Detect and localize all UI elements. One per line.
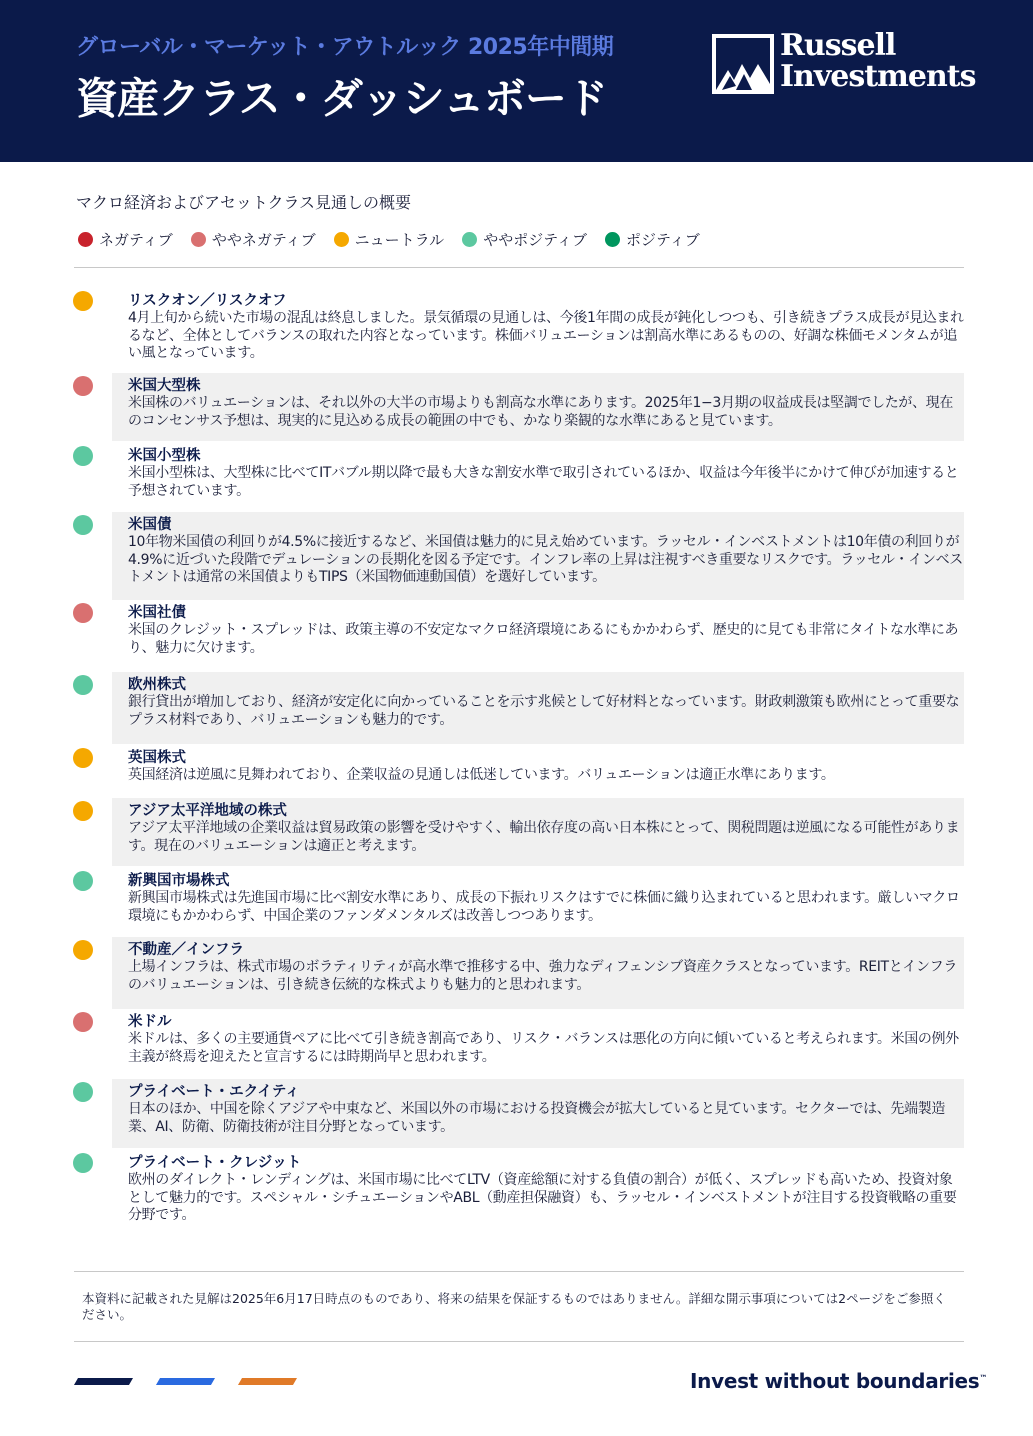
rating-dot-icon (73, 1012, 93, 1032)
logo-text-russell: Russell (780, 28, 896, 63)
logo-mark-icon (712, 34, 774, 94)
asset-class-description: 10年物米国債の利回りが4.5%に接近するなど、米国債は魅力的に見え始めています。ラッセル・インベストメントは10年債の利回りが4.9%に近づいた段階でデュレーションの長期化を図る予定です。インフレ率の上昇は注視すべき重要なリスクです。ラッセル・インベストメントは通常の米国債よりもTIPS（米国物価連動国債）を選好しています。 (128, 534, 963, 585)
legend-dot-icon (334, 232, 349, 247)
legend-label: ややポジティブ (483, 231, 587, 249)
asset-class-panel (112, 443, 964, 506)
asset-class-description: 4月上旬から続いた市場の混乱は終息しました。景気循環の見通しは、今後1年間の成長が鈍化しつつも、引き続きプラス成長が見込まれるなど、全体としてバランスの取れた内容となっています。株価バリュエーションは割高水準にあるものの、好調な株価モメンタムが追い風となっています。 (128, 310, 964, 361)
asset-class-panel (112, 1150, 964, 1236)
asset-class-panel (112, 798, 964, 866)
asset-class-title: 米ドル (128, 1014, 172, 1030)
asset-class-panel (112, 600, 964, 663)
asset-class-description: 上場インフラは、株式市場のボラティリティが高水準で推移する中、強力なディフェンシブ資産クラスとなっています。REITとインフラのバリュエーションは、引き続き伝統的な株式よりも魅力的と思われます。 (128, 959, 957, 993)
asset-class-description: 米ドルは、多くの主要通貨ペアに比べて引き続き割高であり、リスク・バランスは悪化の方向に傾いていると考えられます。米国の例外主義が終焉を迎えたと宣言するには時期尚早と思われます。 (128, 1031, 959, 1065)
divider-footnote-top (74, 1271, 964, 1272)
asset-class-description: アジア太平洋地域の企業収益は貿易政策の影響を受けやすく、輸出依存度の高い日本株にとって、関税問題は逆風になる可能性があります。現在のバリュエーションは適正と考えます。 (128, 820, 960, 854)
russell-investments-logo (712, 28, 976, 96)
asset-class-panel (112, 1079, 964, 1148)
asset-class-description: 米国株のバリュエーションは、それ以外の大半の市場よりも割高な水準にあります。2025年1−3月期の収益成長は堅調でしたが、現在のコンセンサス予想は、現実的に見込める成長の範囲の中でも、かなり楽観的な水準にあると見ています。 (128, 395, 954, 429)
rating-dot-icon (73, 940, 93, 960)
brand-tagline (690, 1369, 987, 1393)
legend-dot-icon (191, 232, 206, 247)
tagline-text: Invest without boundaries (690, 1369, 980, 1393)
divider-top (74, 267, 964, 268)
asset-class-panel (112, 672, 964, 744)
page-title: 資産クラス・ダッシュボード (76, 74, 607, 123)
rating-dot-icon (73, 291, 93, 311)
asset-class-title: アジア太平洋地域の株式 (128, 803, 287, 819)
asset-class-title: プライベート・エクイティ (128, 1084, 300, 1100)
rating-dot-icon (73, 801, 93, 821)
asset-class-description: 米国小型株は、大型株に比べてITバブル期以降で最も大きな割安水準で取引されているほか、収益は今年後半にかけて伸びが加速すると予想されています。 (128, 465, 959, 499)
legend-item-slightly-positive (462, 229, 587, 250)
rating-dot-icon (73, 446, 93, 466)
asset-class-title: 英国株式 (128, 750, 186, 766)
asset-class-title: 米国小型株 (128, 448, 201, 464)
report-subtitle: グローバル・マーケット・アウトルック 2025年中間期 (76, 35, 614, 60)
rating-legend (78, 229, 718, 250)
asset-class-panel (112, 512, 964, 600)
overview-title: マクロ経済およびアセットクラス見通しの概要 (76, 193, 412, 212)
asset-class-description: 英国経済は逆風に見舞われており、企業収益の見通しは低迷しています。バリュエーションは適正水準にあります。 (128, 767, 835, 783)
legend-label: ややネガティブ (211, 231, 316, 249)
rating-dot-icon (73, 1082, 93, 1102)
legend-item-negative (78, 229, 173, 250)
legend-item-slightly-negative (191, 229, 316, 250)
trademark-mark: ™ (979, 1373, 988, 1383)
rating-dot-icon (73, 603, 93, 623)
asset-class-panel (112, 868, 964, 936)
rating-dot-icon (73, 675, 93, 695)
asset-class-title: 新興国市場株式 (128, 873, 230, 889)
asset-class-panel (112, 373, 964, 441)
legend-item-neutral (334, 229, 445, 250)
logo-text-investments: Investments (780, 59, 976, 94)
rating-dot-icon (73, 871, 93, 891)
asset-class-description: 日本のほか、中国を除くアジアや中東など、米国以外の市場における投資機会が拡大していると見ています。セクターでは、先端製造業、AI、防衛、防衛技術が注目分野となっています。 (128, 1101, 946, 1135)
accent-bar-navy (74, 1378, 133, 1385)
asset-class-panel (112, 1009, 964, 1077)
asset-class-title: リスクオン／リスクオフ (128, 293, 287, 309)
legend-label: ネガティブ (99, 231, 173, 249)
asset-class-description: 銀行貸出が増加しており、経済が安定化に向かっていることを示す兆候として好材料となっています。財政刺激策も欧州にとって重要なプラス材料であり、バリュエーションも魅力的です。 (128, 694, 960, 728)
asset-class-title: 米国社債 (128, 605, 186, 621)
asset-class-panel (112, 937, 964, 1009)
asset-class-title: プライベート・クレジット (128, 1155, 302, 1171)
accent-bar-orange (238, 1378, 297, 1385)
asset-class-description: 米国のクレジット・スプレッドは、政策主導の不安定なマクロ経済環境にあるにもかかわらず、歴史的に見ても非常にタイトな水準にあり、魅力に欠けます。 (128, 622, 959, 656)
asset-class-title: 欧州株式 (128, 677, 186, 693)
asset-class-title: 不動産／インフラ (128, 942, 244, 958)
rating-dot-icon (73, 1153, 93, 1173)
asset-class-title: 米国債 (128, 517, 172, 533)
rating-dot-icon (73, 515, 93, 535)
legend-item-positive (605, 229, 700, 250)
legend-dot-icon (462, 232, 477, 247)
header-banner (0, 0, 1033, 162)
asset-class-panel (112, 288, 964, 366)
rating-dot-icon (73, 748, 93, 768)
asset-class-panel (112, 745, 964, 793)
legend-dot-icon (78, 232, 93, 247)
asset-class-description: 新興国市場株式は先進国市場に比べ割安水準にあり、成長の下振れリスクはすでに株価に織り込まれていると思われます。厳しいマクロ環境にもかかわらず、中国企業のファンダメンタルズは改善しつつあります。 (128, 890, 960, 924)
asset-class-description: 欧州のダイレクト・レンディングは、米国市場に比べてLTV（資産総額に対する負債の割合）が低く、スプレッドも高いため、投資対象として魅力的です。スペシャル・シチュエーションやABL（動産担保融資）も、ラッセル・インベストメントが注目する投資戦略の重要分野です。 (128, 1172, 957, 1223)
legend-label: ニュートラル (354, 231, 445, 249)
rating-dot-icon (73, 376, 93, 396)
disclaimer-footnote: 本資料に記載された見解は2025年6月17日時点のものであり、将来の結果を保証するものではありません。詳細な開示事項については2ページをご参照ください。 (82, 1291, 946, 1322)
legend-label: ポジティブ (626, 231, 700, 249)
asset-class-title: 米国大型株 (128, 378, 201, 394)
accent-bar-blue (156, 1378, 215, 1385)
divider-footnote-bottom (74, 1341, 964, 1342)
legend-dot-icon (605, 232, 620, 247)
